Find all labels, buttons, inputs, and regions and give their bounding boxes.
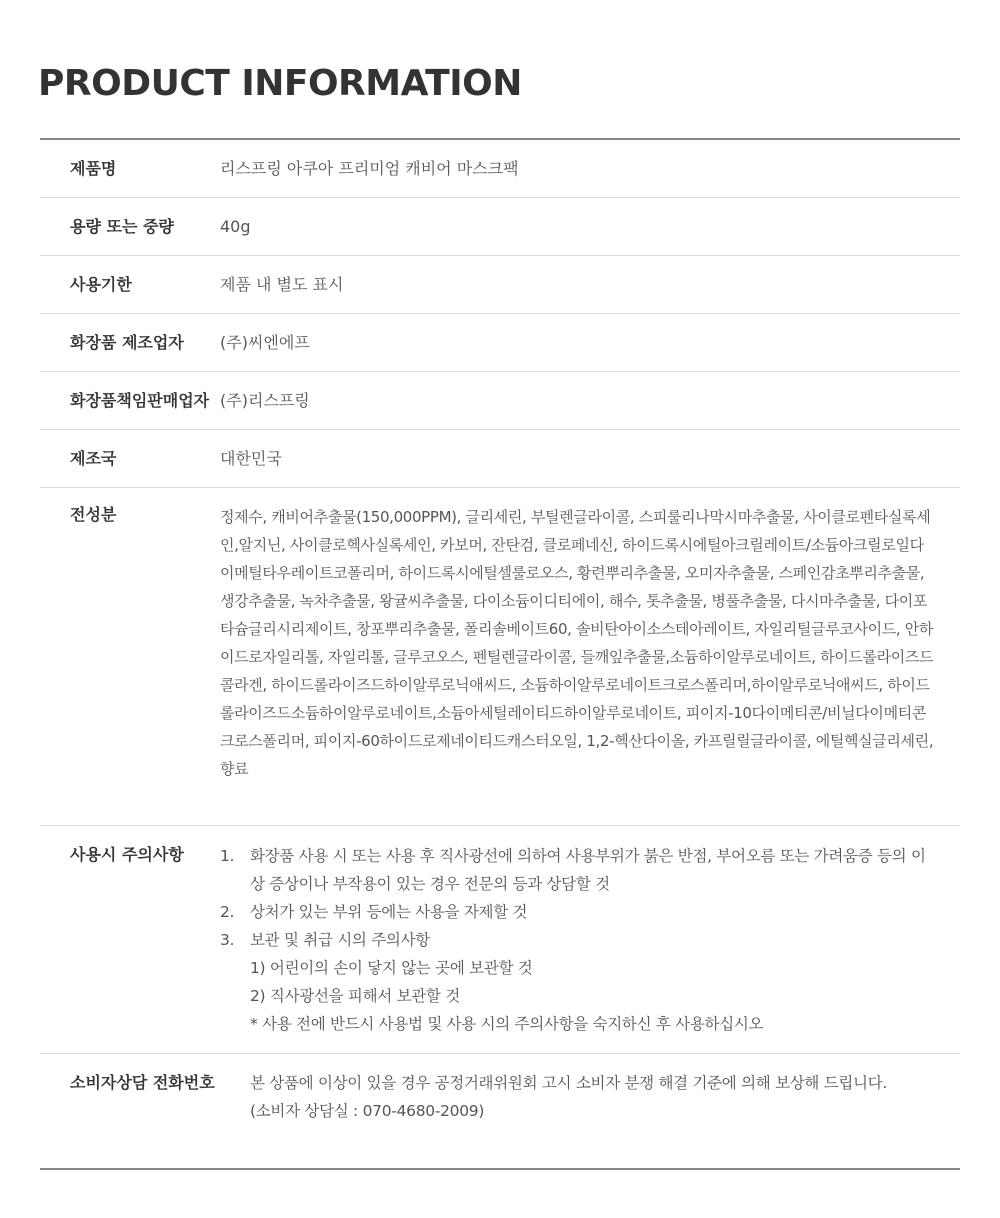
row-value: 대한민국 <box>220 449 282 468</box>
row-consult <box>40 1054 960 1168</box>
row-value: 40g <box>220 217 251 236</box>
caution-text: 화장품 사용 시 또는 사용 후 직사광선에 의하여 사용부위가 붉은 반점, 부어오름 또는 가려움증 등의 이상 증상이나 부작용이 있는 경우 전문의 등과 상담할 것 <box>250 847 926 893</box>
row-expiry <box>40 256 960 314</box>
row-product-name <box>40 140 960 198</box>
consult-phone: (소비자 상담실 : 070-4680-2009) <box>250 1102 485 1120</box>
row-label: 소비자상담 전화번호 <box>70 1073 215 1092</box>
row-value: 리스프링 아쿠아 프리미엄 캐비어 마스크팩 <box>220 159 519 178</box>
caution-list <box>220 826 960 1053</box>
row-caution <box>40 826 960 1054</box>
product-info-table <box>40 138 960 1170</box>
page-title: PRODUCT INFORMATION <box>38 63 522 104</box>
row-label: 제품명 <box>70 159 117 178</box>
caution-note: * 사용 전에 반드시 사용법 및 사용 시의 주의사항을 숙지하신 후 사용하십시오 <box>250 1015 764 1033</box>
caution-item <box>220 898 936 926</box>
ingredients-text: 정제수, 캐비어추출물(150,000PPM), 글리세린, 부틸렌글라이콜, 스피룰리나막시마추출물, 사이클로펜타실록세인,알지닌, 사이클로헥사실록세인, 카보머, 잔탄검, 클로페네신, 하이드록시에틸아크릴레이트/소듐아크릴로일다이메틸타우레이트코폴리머, 하이드록시에틸셀룰로오스, 황련뿌리추출물, 오미자추출물, 스페인감초뿌리추출물, 생강추출물, 녹차추출물, 왕귤씨추출물, 다이소듐이디티에이, 해수, 톳추출물, 병풀추출물, 다시마추출물, 다이포타슘글리시리제이트, 창포뿌리추출물, 폴리솔베이트60, 솔비탄아이소스테아레이트, 자일리틸글루코사이드, 안하이드로자일리톨, 자일리톨, 글루코오스, 펜틸렌글라이콜, 들깨잎추출물,소듐하이알루로네이트, 하이드롤라이즈드콜라겐, 하이드롤라이즈드하이알루로닉애씨드, 소듐하이알루로네이트크로스폴리머,하이알루로닉애씨드, 하이드롤라이즈드소듐하이알루로네이트,소듐아세틸레이티드하이알루로네이트, 피이지-10다이메티콘/비닐다이메티콘크로스폴리머, 피이지-60하이드로제네이티드캐스터오일, 1,2-헥산다이올, 카프릴릴글라이콜, 에틸헥실글리세린, 향료 <box>220 508 934 778</box>
row-label: 전성분 <box>70 505 117 524</box>
row-label: 제조국 <box>70 449 117 468</box>
caution-item <box>220 926 936 954</box>
caution-sub-item: 2) 직사광선을 피해서 보관할 것 <box>250 987 460 1005</box>
row-label: 화장품책임판매업자 <box>70 391 210 410</box>
caution-text: 상처가 있는 부위 등에는 사용을 자제할 것 <box>250 903 528 921</box>
caution-number: 3. <box>220 931 235 949</box>
row-label: 용량 또는 중량 <box>70 217 174 236</box>
row-ingredients <box>40 488 960 826</box>
row-value: 제품 내 별도 표시 <box>220 275 344 294</box>
caution-text: 보관 및 취급 시의 주의사항 <box>250 931 430 949</box>
caution-number: 1. <box>220 847 235 865</box>
row-label: 사용기한 <box>70 275 132 294</box>
caution-number: 2. <box>220 903 235 921</box>
row-value: (주)리스프링 <box>220 391 310 410</box>
row-seller <box>40 372 960 430</box>
row-volume <box>40 198 960 256</box>
row-manufacturer <box>40 314 960 372</box>
row-label: 사용시 주의사항 <box>70 845 184 864</box>
row-value: (주)씨엔에프 <box>220 333 310 352</box>
caution-sub-item: 1) 어린이의 손이 닿지 않는 곳에 보관할 것 <box>250 959 533 977</box>
row-country <box>40 430 960 488</box>
caution-item <box>220 842 936 898</box>
consult-info <box>220 1054 960 1168</box>
row-label: 화장품 제조업자 <box>70 333 184 352</box>
consult-text: 본 상품에 이상이 있을 경우 공정거래위원회 고시 소비자 분쟁 해결 기준에 의해 보상해 드립니다. <box>250 1074 888 1092</box>
